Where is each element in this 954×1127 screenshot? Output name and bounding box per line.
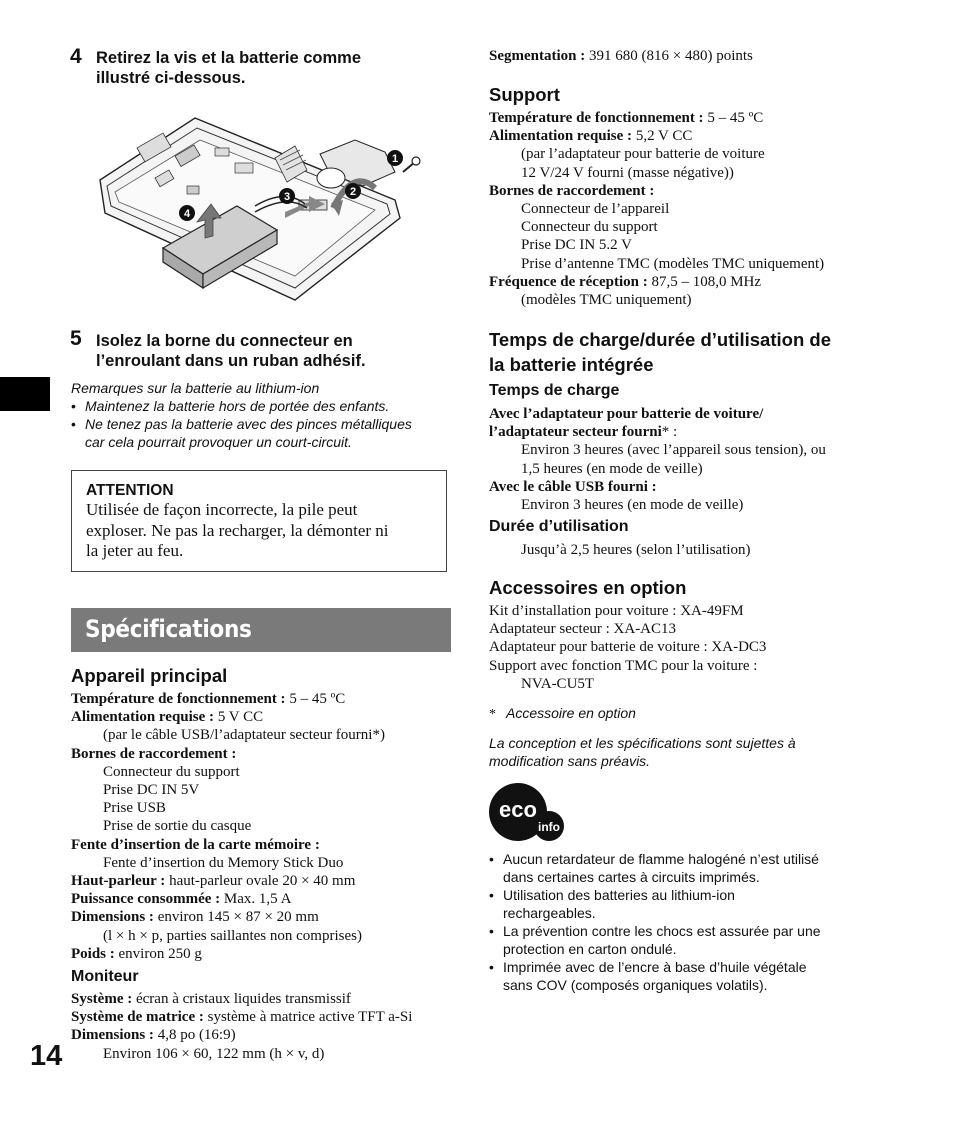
accessory-item: NVA-CU5T [521, 675, 595, 692]
heading-monitor: Moniteur [71, 968, 139, 985]
support-terminal-item: Prise d’antenne TMC (modèles TMC uniquement) [521, 255, 825, 272]
accessory-item: Kit d’installation pour voiture : XA-49FM [489, 603, 744, 619]
attention-title: ATTENTION [86, 482, 174, 499]
spec-terminal-item: Prise de sortie du casque [103, 818, 252, 835]
spec-temp: Température de fonctionnement : 5 – 45 ºC [71, 691, 346, 707]
accessories-list [489, 602, 909, 693]
remarks-title: Remarques sur la batterie au lithium-ion [71, 380, 320, 396]
info-logo-text: info [538, 820, 560, 834]
support-terminal-item: Connecteur du support [521, 219, 658, 236]
accessory-item: Adaptateur secteur : XA-AC13 [489, 621, 677, 638]
callout-1: 1 [391, 153, 399, 165]
spec-speaker: Haut-parleur : haut-parleur ovale 20 × 40 mm [71, 873, 356, 890]
heading-charge-time: Temps de charge [489, 382, 620, 399]
monitor-specs [71, 990, 471, 1063]
spec-monitor-dimensions: Dimensions : 4,8 po (16:9) [71, 1027, 236, 1044]
support-temp: Température de fonctionnement : 5 – 45 ºC [489, 110, 764, 126]
accessory-item: Support avec fonction TMC pour la voiture : [489, 657, 758, 674]
callout-4: 4 [183, 208, 191, 220]
charge-specs [489, 405, 909, 514]
accessory-footnote: * Accessoire en option [489, 705, 636, 722]
spec-matrix: Système de matrice : système à matrice active TFT a-Si [71, 1009, 413, 1026]
support-terminal-item: Connecteur de l’appareil [521, 201, 670, 218]
callout-3: 3 [283, 191, 291, 203]
spec-dimensions-note: (l × h × p, parties saillantes non comprises) [103, 927, 362, 944]
charge-adapter-value: 1,5 heures (en mode de veille) [521, 460, 703, 477]
support-terminals: Bornes de raccordement : [489, 182, 655, 199]
charge-usb-label: Avec le câble USB fourni : [489, 478, 657, 495]
spec-weight: Poids : environ 250 g [71, 945, 202, 962]
side-tab [0, 377, 50, 411]
charge-adapter-label: Avec l’adaptateur pour batterie de voiture/ [489, 406, 764, 422]
spec-terminals: Bornes de raccordement : [71, 745, 237, 762]
callout-2: 2 [349, 186, 357, 198]
eco-item: • Imprimée avec de l’encre à base d’huile végétale sans COV (composés organiques volatils). [489, 959, 807, 993]
support-power-note: 12 V/24 V fourni (masse négative)) [521, 164, 734, 181]
charge-adapter-value: Environ 3 heures (avec l’appareil sous tension), ou [521, 442, 826, 459]
usage-value: Jusqu’à 2,5 heures (selon l’utilisation) [521, 542, 751, 558]
main-unit-specs [71, 690, 461, 963]
spec-power-note: (par le câble USB/l’adaptateur secteur fourni*) [103, 727, 385, 744]
eco-item: • Aucun retardateur de flamme halogéné n’est utilisé dans certaines cartes à circuits imprimés. [489, 851, 819, 885]
spec-terminal-item: Prise DC IN 5V [103, 782, 200, 799]
spec-consumption: Puissance consommée : Max. 1,5 A [71, 891, 292, 908]
battery-removal-illustration [95, 108, 435, 308]
spec-power: Alimentation requise : 5 V CC [71, 709, 264, 726]
attention-text: Utilisée de façon incorrecte, la pile peut exploser. Ne pas la recharger, la démonter ni la jeter au feu. [86, 500, 389, 560]
accessory-item: Adaptateur pour batterie de voiture : XA-DC3 [489, 639, 767, 656]
support-power-note: (par l’adaptateur pour batterie de voiture [521, 146, 765, 163]
spec-monitor-dimensions-note: Environ 106 × 60, 122 mm (h × v, d) [103, 1045, 325, 1062]
step-4-number: 4 [70, 45, 82, 68]
eco-logo-text: eco [499, 797, 537, 822]
spec-terminal-item: Prise USB [103, 800, 166, 817]
remarks-item: • Ne tenez pas la batterie avec des pinces métalliques car cela pourrait provoquer un court-circuit. [71, 416, 412, 450]
step-5-number: 5 [70, 327, 82, 350]
support-frequency-note: (modèles TMC uniquement) [521, 292, 692, 309]
spec-system: Système : écran à cristaux liquides transmissif [71, 991, 351, 1007]
spec-slot-value: Fente d’insertion du Memory Stick Duo [103, 854, 344, 871]
remarks-block [71, 379, 461, 451]
remarks-item: • Maintenez la batterie hors de portée des enfants. [71, 398, 390, 414]
support-specs [489, 109, 909, 309]
heading-main-unit: Appareil principal [71, 665, 228, 686]
support-frequency: Fréquence de réception : 87,5 – 108,0 MHz [489, 273, 762, 290]
design-notice: La conception et les spécifications sont sujettes à modification sans préavis. [489, 735, 796, 769]
charge-adapter-label: l’adaptateur secteur fourni* : [489, 424, 678, 441]
heading-usage-time: Durée d’utilisation [489, 518, 629, 535]
heading-battery: Temps de charge/durée d’utilisation de la batterie intégrée [489, 329, 831, 375]
spec-segmentation: Segmentation : 391 680 (816 × 480) points [489, 48, 753, 64]
heading-support: Support [489, 84, 560, 105]
support-terminal-item: Prise DC IN 5.2 V [521, 237, 632, 254]
section-title: Spécifications [85, 615, 252, 643]
eco-item: • Utilisation des batteries au lithium-ion rechargeables. [489, 887, 735, 921]
heading-accessories: Accessoires en option [489, 577, 687, 598]
step-4-text: Retirez la vis et la batterie comme illustré ci-dessous. [96, 49, 362, 87]
page-number: 14 [30, 1040, 63, 1072]
charge-usb-value: Environ 3 heures (en mode de veille) [521, 497, 744, 514]
spec-terminal-item: Connecteur du support [103, 763, 240, 780]
spec-slot: Fente d’insertion de la carte mémoire : [71, 836, 320, 853]
eco-list [489, 850, 889, 994]
support-power: Alimentation requise : 5,2 V CC [489, 128, 693, 145]
eco-item: • La prévention contre les chocs est assurée par une protection en carton ondulé. [489, 923, 821, 957]
spec-dimensions: Dimensions : environ 145 × 87 × 20 mm [71, 909, 319, 926]
eco-info-logo [489, 782, 567, 844]
section-banner [71, 608, 451, 652]
attention-box [71, 470, 447, 572]
step-5-text: Isolez la borne du connecteur en l’enroulant dans un ruban adhésif. [96, 332, 366, 370]
